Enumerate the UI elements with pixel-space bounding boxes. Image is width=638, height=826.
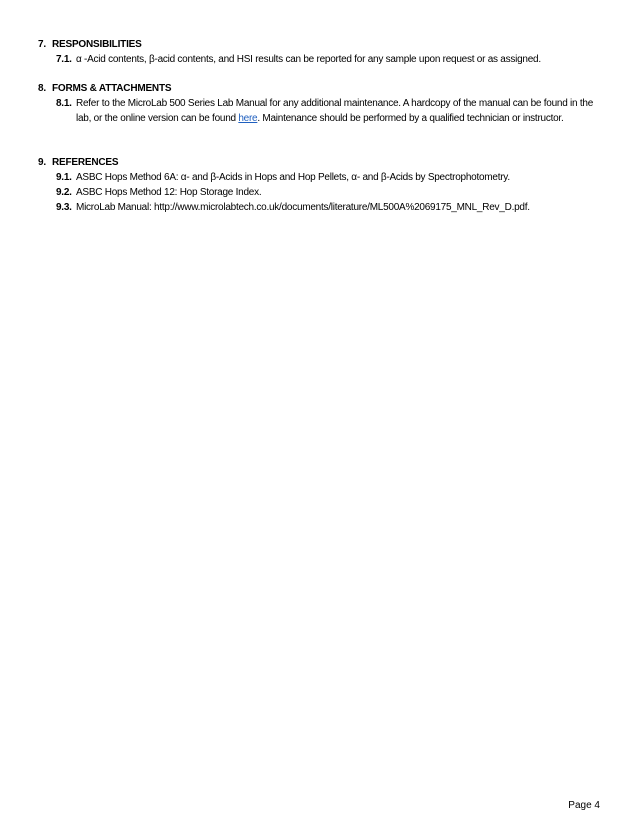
list-item [56,170,608,185]
item-text: ASBC Hops Method 6A: α- and β-Acids in Hops and Hop Pellets, α- and β-Acids by Spectrophotometry. [76,172,510,183]
section-title: FORMS & ATTACHMENTS [52,83,172,94]
section-forms-attachments [38,82,608,126]
section-responsibilities [38,38,608,67]
manual-online-link[interactable]: here [238,113,258,124]
item-number: 9.3. [56,202,72,213]
item-text: α -Acid contents, β-acid contents, and HSI results can be reported for any sample upon request or as assigned. [76,54,541,65]
item-number: 9.1. [56,172,72,183]
item-text: ASBC Hops Method 12: Hop Storage Index. [76,187,262,198]
section-title: REFERENCES [52,157,119,168]
section-number: 7. [38,39,46,50]
list-item [56,200,608,215]
page-number: Page 4 [568,800,600,811]
section-heading [38,156,608,170]
list-item [56,96,596,126]
item-text: MicroLab Manual: http://www.microlabtech.co.uk/documents/literature/ML500A%2069175_MNL_Rev_D.pdf. [76,202,530,213]
section-references [38,156,608,215]
section-title: RESPONSIBILITIES [52,39,142,50]
item-text-after: . Maintenance should be performed by a qualified technician or instructor. [257,113,564,124]
item-text-before: Refer to the MicroLab 500 Series Lab Manual for any additional maintenance. A hardcopy of the manual can be found in the lab, or the online version can be found [76,98,594,124]
section-heading [38,82,608,96]
section-number: 9. [38,157,46,168]
list-item [56,185,608,200]
section-number: 8. [38,83,46,94]
list-item [56,52,608,67]
item-number: 7.1. [56,54,72,65]
item-number: 8.1. [56,98,72,109]
section-heading [38,38,608,52]
item-number: 9.2. [56,187,72,198]
item-text [76,96,596,126]
